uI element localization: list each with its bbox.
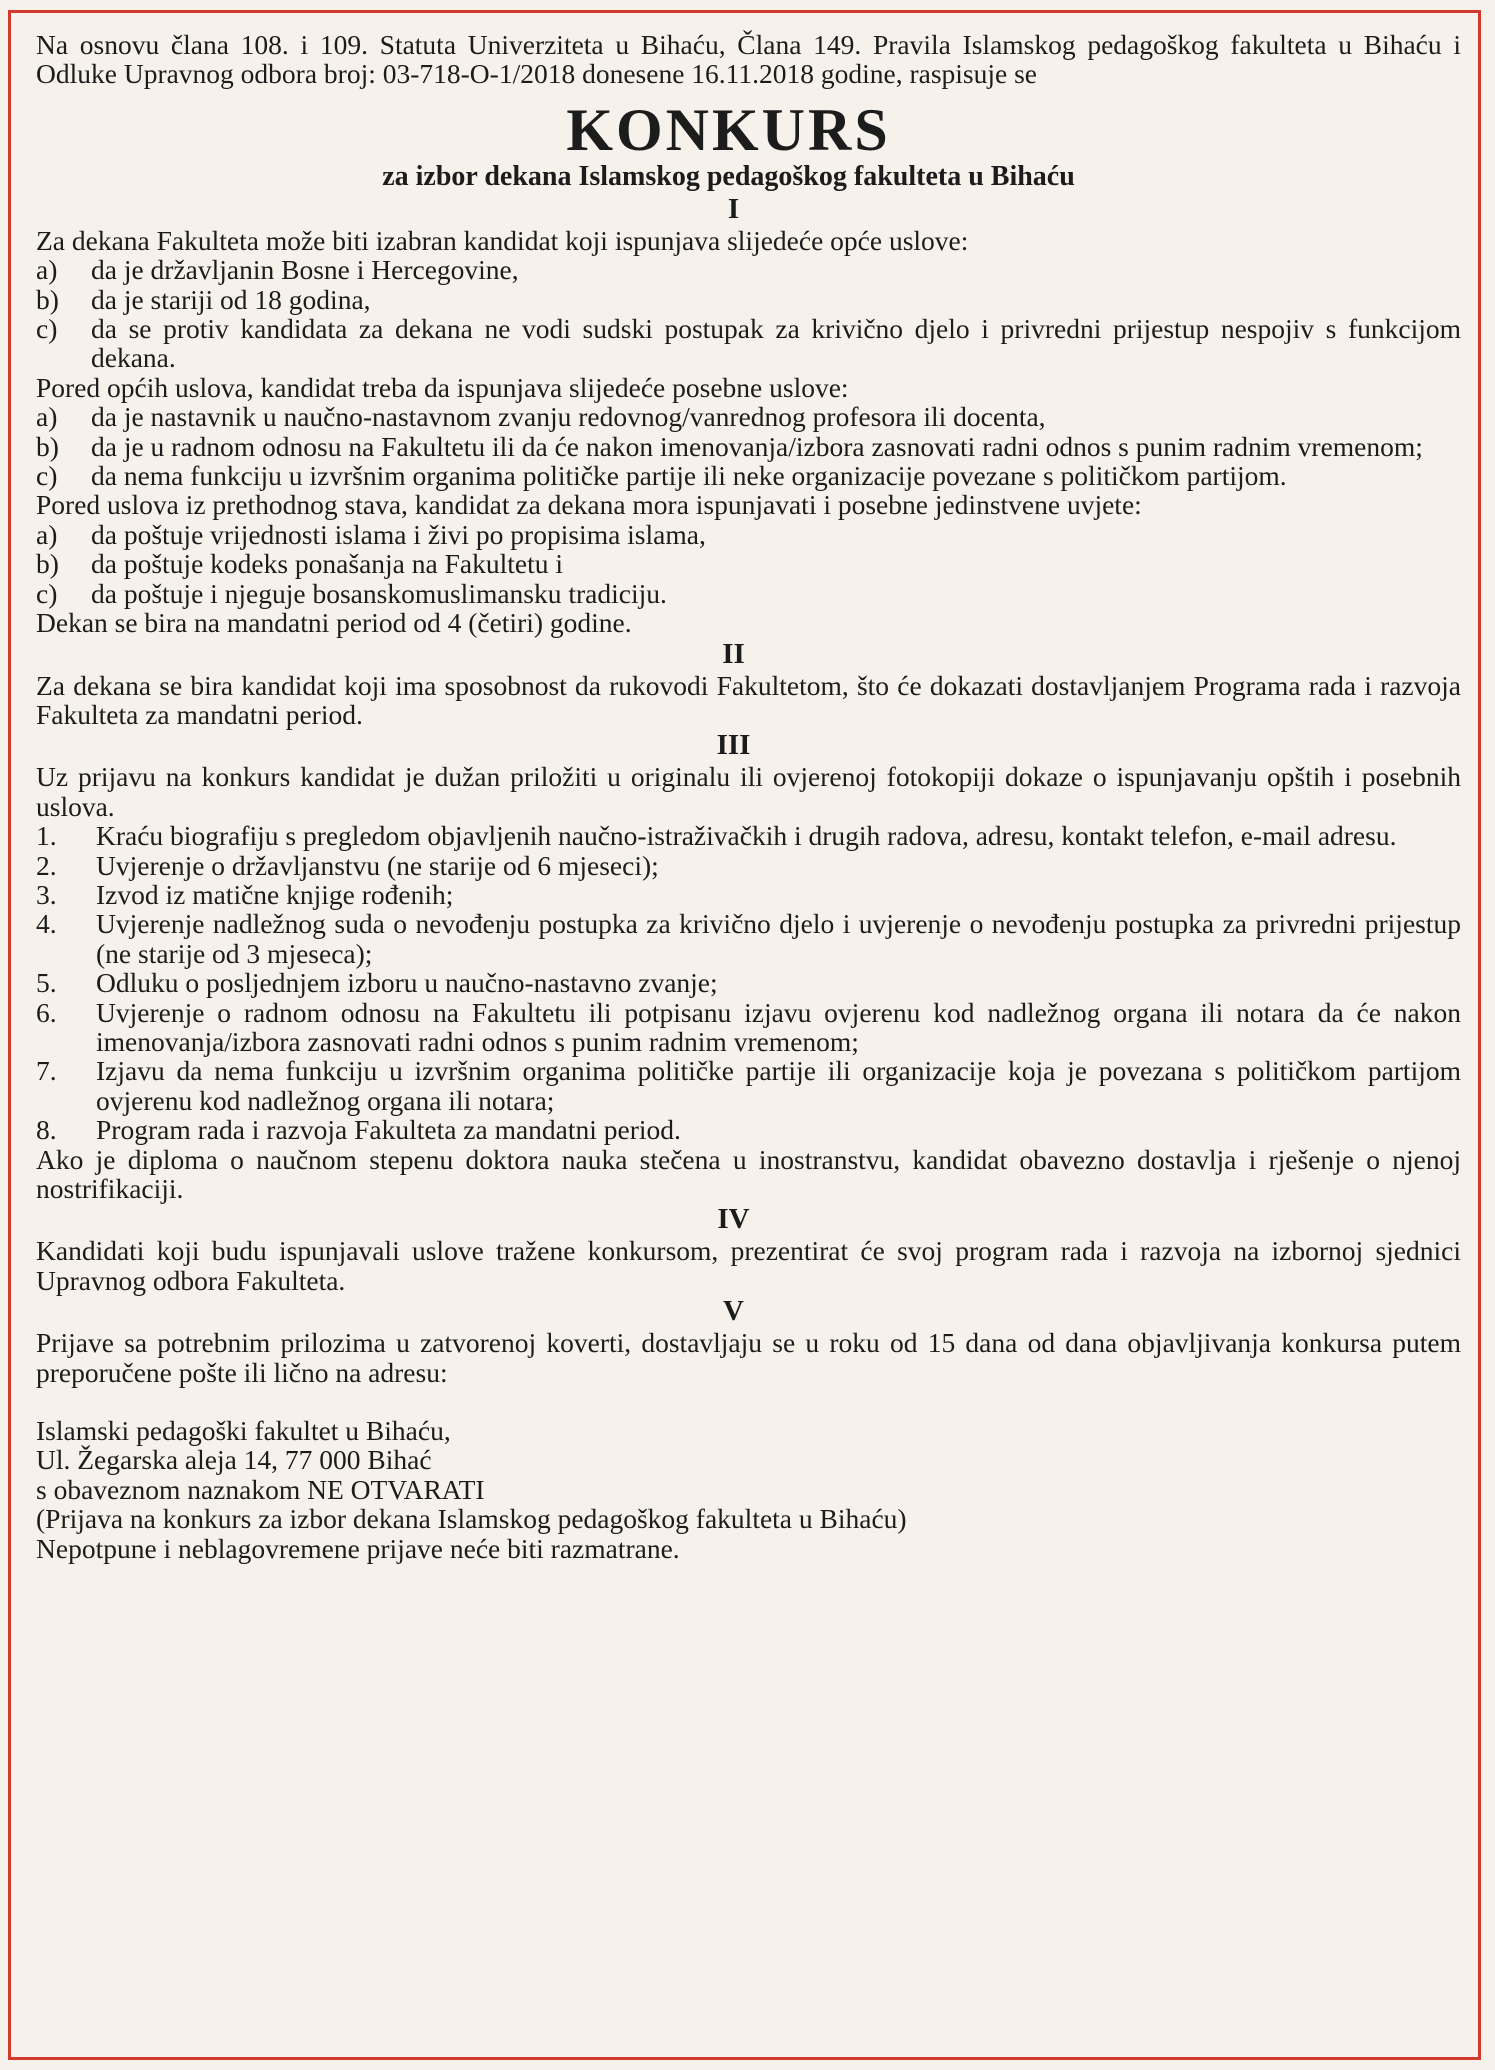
- notice-subtitle: za izbor dekana Islamskog pedagoškog fakulteta u Bihaću: [382, 160, 1075, 192]
- list-item: [36, 880, 1461, 909]
- list-marker: c): [36, 460, 58, 492]
- section-heading-2: II: [722, 637, 745, 670]
- address-line: Nepotpune i neblagovremene prijave neće biti razmatrane.: [36, 1532, 680, 1564]
- list-item: [36, 255, 1461, 284]
- nostrification-paragraph: Ako je diploma o naučnom stepenu doktora nauka stečena u inostranstvu, kandidat obavezno dostavlja i rješenje o njenoj nostrifikaciji.: [36, 1143, 1461, 1204]
- list-text: da se protiv kandidata za dekana ne vodi sudski postupak za krivično djelo i privredni prijestup nespojiv s funkcijom dekana.: [91, 313, 1461, 374]
- section-4-paragraph: Kandidati koji budu ispunjavali uslove tražene konkursom, prezentirat će svoj program rada i razvoja na izbornoj sjednici Upravnog odbora Fakulteta.: [36, 1235, 1461, 1296]
- list-marker: 2.: [36, 849, 57, 881]
- list-marker: b): [36, 283, 59, 315]
- list-text: da je nastavnik u naučno-nastavnom zvanju redovnog/vanrednog profesora ili docenta,: [91, 401, 1046, 433]
- list-text: da je državljanin Bosne i Hercegovine,: [91, 254, 519, 286]
- notice-content: [36, 30, 1461, 1563]
- section-heading-4: IV: [717, 1203, 750, 1236]
- list-text: da poštuje i njeguje bosanskomuslimansku tradiciju.: [91, 577, 667, 609]
- unique-conditions-lead: Pored uslova iz prethodnog stava, kandidat za dekana mora ispunjavati i posebne jedinstvene uvjete:: [36, 489, 1142, 521]
- general-conditions-lead: Za dekana Fakulteta može biti izabran kandidat koji ispunjava slijedeće opće uslove:: [36, 224, 969, 256]
- list-marker: 6.: [36, 996, 57, 1028]
- documents-lead: Uz prijavu na konkurs kandidat je dužan priložiti u originalu ili ovjerenoj fotokopiji dokaze o ispunjavanju opštih i posebnih uslova.: [36, 761, 1461, 822]
- list-marker: 1.: [36, 820, 57, 852]
- list-text: da poštuje vrijednosti islama i živi po propisima islama,: [91, 518, 706, 550]
- notice-title: KONKURS: [566, 96, 891, 163]
- list-text: da je stariji od 18 godina,: [91, 283, 371, 315]
- list-text: Izvod iz matične knjige rođenih;: [96, 878, 454, 910]
- list-marker: 3.: [36, 878, 57, 910]
- list-marker: a): [36, 254, 58, 286]
- list-marker: b): [36, 548, 59, 580]
- list-item: [36, 851, 1461, 880]
- list-text: Uvjerenje o državljanstvu (ne starije od 6 mjeseci);: [96, 849, 659, 881]
- section-heading-1: I: [727, 192, 740, 225]
- list-item: [36, 549, 1461, 578]
- intro-paragraph: Na osnovu člana 108. i 109. Statuta Univerziteta u Bihaću, Člana 149. Pravila Islamskog pedagoškog fakulteta u Bihaću i Odluke Upravnog odbora broj: 03-718-O-1/2018 donesene 16.11.2018 godine, raspisuje se: [36, 29, 1461, 90]
- list-marker: 4.: [36, 908, 57, 940]
- section-5-paragraph: Prijave sa potrebnim prilozima u zatvorenoj koverti, dostavljaju se u roku od 15 dana od dana objavljivanja konkursa putem preporučene pošte ili lično na adresu:: [36, 1327, 1461, 1388]
- section-heading-3: III: [716, 729, 751, 762]
- list-item: [36, 968, 1461, 997]
- list-item: [36, 579, 1461, 608]
- list-item: [36, 1115, 1461, 1144]
- address-line: Islamski pedagoški fakultet u Bihaću,: [36, 1415, 451, 1447]
- list-marker: c): [36, 313, 58, 345]
- address-line: s obaveznom naznakom NE OTVARATI: [36, 1473, 485, 1505]
- section-2-paragraph: Za dekana se bira kandidat koji ima sposobnost da rukovodi Fakultetom, što će dokazati dostavljanjem Programa rada i razvoja Fakulteta za mandatni period.: [36, 669, 1461, 730]
- list-marker: 7.: [36, 1055, 57, 1087]
- general-conditions-list: [36, 255, 1461, 373]
- list-marker: 5.: [36, 967, 57, 999]
- list-text: da poštuje kodeks ponašanja na Fakultetu i: [91, 548, 563, 580]
- list-item: [36, 821, 1461, 850]
- address-block: [36, 1416, 1461, 1563]
- unique-conditions-list: [36, 520, 1461, 608]
- list-item: [36, 285, 1461, 314]
- list-item: [36, 461, 1461, 490]
- list-item: [36, 520, 1461, 549]
- list-text: Kraću biografiju s pregledom objavljenih naučno-istraživačkih i drugih radova, adresu, kontakt telefon, e-mail adresu.: [96, 820, 1397, 852]
- list-item: [36, 432, 1461, 461]
- list-text: da je u radnom odnosu na Fakultetu ili da će nakon imenovanja/izbora zasnovati radni odnos s punim radnim vremenom;: [91, 430, 1423, 462]
- list-item: [36, 998, 1461, 1057]
- list-item: [36, 402, 1461, 431]
- list-marker: c): [36, 577, 58, 609]
- required-documents-list: [36, 821, 1461, 1144]
- address-line: Ul. Žegarska aleja 14, 77 000 Bihać: [36, 1444, 432, 1476]
- list-marker: a): [36, 401, 58, 433]
- list-item: [36, 909, 1461, 968]
- list-text: Odluku o posljednjem izboru u naučno-nastavno zvanje;: [96, 967, 718, 999]
- list-item: [36, 1056, 1461, 1115]
- special-conditions-list: [36, 402, 1461, 490]
- list-text: Izjavu da nema funkciju u izvršnim organima političke partije ili organizacije koja je povezana s političkom partijom ovjerenu kod nadležnog organa ili notara;: [96, 1055, 1461, 1116]
- section-heading-5: V: [723, 1295, 744, 1328]
- list-text: Uvjerenje o radnom odnosu na Fakultetu ili potpisanu izjavu ovjerenu kod nadležnog organa ili notara da će nakon imenovanja/izbora zasnovati radni odnos s punim radnim vremenom;: [96, 996, 1461, 1057]
- mandate-paragraph: Dekan se bira na mandatni period od 4 (četiri) godine.: [36, 607, 632, 639]
- list-text: Uvjerenje nadležnog suda o nevođenju postupka za krivično djelo i uvjerenje o nevođenju postupka za privredni prijestup (ne starije od 3 mjeseca);: [96, 908, 1461, 969]
- spacer: [36, 1387, 1461, 1416]
- list-item: [36, 314, 1461, 373]
- special-conditions-lead: Pored općih uslova, kandidat treba da ispunjava slijedeće posebne uslove:: [36, 371, 849, 403]
- list-marker: 8.: [36, 1114, 57, 1146]
- list-marker: b): [36, 430, 59, 462]
- list-marker: a): [36, 518, 58, 550]
- list-text: da nema funkciju u izvršnim organima političke partije ili neke organizacije povezane s političkom partijom.: [91, 460, 1287, 492]
- address-line: (Prijava na konkurs za izbor dekana Islamskog pedagoškog fakulteta u Bihaću): [36, 1503, 907, 1535]
- list-text: Program rada i razvoja Fakulteta za mandatni period.: [96, 1114, 681, 1146]
